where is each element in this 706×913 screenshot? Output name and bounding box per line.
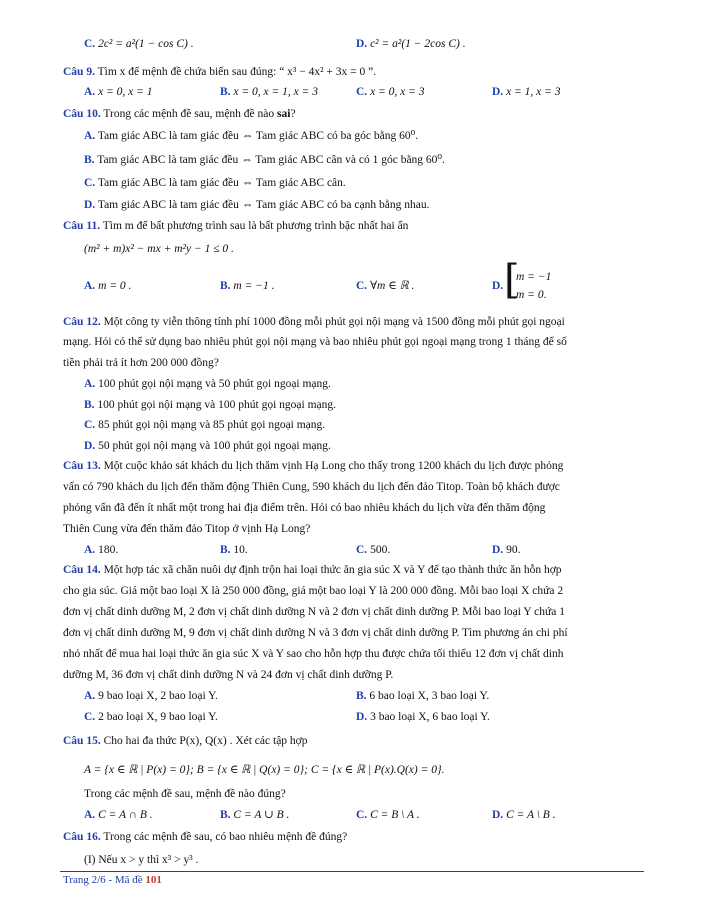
option-a: A. x = 0, x = 1 — [84, 86, 153, 98]
option-c: C. 85 phút gọi nội mạng và 85 phút gọi ngoại mạng. — [84, 419, 326, 431]
option-b: B. Tam giác ABC là tam giác đều ⇔ Tam giác ABC cân và có 1 góc bằng 60⁰. — [84, 154, 445, 166]
option-c: C. C = B \ A . — [356, 809, 420, 821]
statement-1: (I) Nếu x > y thì x³ > y³ . — [84, 854, 199, 866]
question-9: Câu 9. Tìm x để mệnh đề chứa biến sau đúng: “ x³ − 4x² + 3x = 0 ”. — [63, 66, 377, 78]
option-d: D. 90. — [492, 544, 521, 556]
option-a: A. C = A ∩ B . — [84, 809, 153, 821]
option-c: C. 500. — [356, 544, 391, 556]
option-d-line1: m = −1 — [516, 271, 552, 283]
option-d: D. c² = a²(1 − 2cos C) . — [356, 38, 466, 50]
question-14: Câu 14. Một hợp tác xã chăn nuôi dự định trộn hai loại thức ăn gia súc X và Y để tạo thành thức ăn hỗn hợp — [63, 564, 562, 576]
question-12-line: mạng. Hỏi có thể sử dụng bao nhiêu phút gọi nội mạng và bao nhiêu phút gọi ngoại mạng trong 1 tháng để số — [63, 336, 567, 348]
option-b: B. 6 bao loại X, 3 bao loại Y. — [356, 690, 490, 702]
question-12: Câu 12. Một công ty viễn thông tính phí 1000 đồng mỗi phút gọi nội mạng và 1500 đồng mỗi phút gọi ngoại — [63, 316, 565, 328]
question-13-line: phỏng vấn đã đến ít nhất một trong hai địa điểm trên. Hỏi có bao nhiêu khách du lịch vừa đến thăm động — [63, 502, 546, 514]
option-a: A. Tam giác ABC là tam giác đều ⇔ Tam giác ABC có ba góc bằng 60⁰. — [84, 130, 419, 142]
option-a: A. 100 phút gọi nội mạng và 50 phút gọi ngoại mạng. — [84, 378, 331, 390]
option-c: C. 2c² = a²(1 − cos C) . — [84, 38, 194, 50]
option-c: C. ∀m ∈ ℝ . — [356, 280, 415, 292]
question-14-line: đơn vị chất dinh dưỡng M, 9 đơn vị chất dinh dưỡng N và 3 đơn vị chất dinh dưỡng P. Tìm phương án chi phí — [63, 627, 568, 639]
question-15-sub: Trong các mệnh đề sau, mệnh đề nào đúng? — [84, 788, 286, 800]
question-14-line: nhỏ nhất để mua hai loại thức ăn gia súc X và Y sao cho hỗn hợp thu được chứa tối thiểu 12 đơn vị chất dinh — [63, 648, 564, 660]
question-14-line: đơn vị chất dinh dưỡng M, 2 đơn vị chất dinh dưỡng N và 2 đơn vị chất dinh dưỡng P. Mỗi bao loại Y chứa 1 — [63, 606, 565, 618]
option-c: C. x = 0, x = 3 — [356, 86, 425, 98]
option-d-line2: m = 0. — [516, 289, 547, 301]
option-b: B. 10. — [220, 544, 248, 556]
question-13-line: vấn có 790 khách du lịch đến thăm động Thiên Cung, 590 khách du lịch đến đảo Titop. Toàn bộ khách được — [63, 481, 560, 493]
option-d: D. 3 bao loại X, 6 bao loại Y. — [356, 711, 490, 723]
page-footer: Trang 2/6 - Mã đề 101 — [63, 874, 162, 886]
question-11: Câu 11. Tìm m để bất phương trình sau là bất phương trình bậc nhất hai ẩn — [63, 220, 409, 232]
option-d: D. x = 1, x = 3 — [492, 86, 561, 98]
option-b: B. x = 0, x = 1, x = 3 — [220, 86, 319, 98]
option-d: D. C = A \ B . — [492, 809, 556, 821]
question-15: Câu 15. Cho hai đa thức P(x), Q(x) . Xét các tập hợp — [63, 735, 308, 747]
question-16: Câu 16. Trong các mệnh đề sau, có bao nhiêu mệnh đề đúng? — [63, 831, 348, 843]
option-a: A. 180. — [84, 544, 119, 556]
sets-definition: A = {x ∈ ℝ | P(x) = 0}; B = {x ∈ ℝ | Q(x) = 0}; C = {x ∈ ℝ | P(x).Q(x) = 0}. — [84, 764, 445, 776]
formula: (m² + m)x² − mx + m²y − 1 ≤ 0 . — [84, 243, 234, 255]
bracket-icon: [ — [504, 257, 520, 303]
option-a: A. m = 0 . — [84, 280, 132, 292]
footer-divider — [60, 871, 644, 872]
option-c: C. 2 bao loại X, 9 bao loại Y. — [84, 711, 218, 723]
question-14-line: cho gia súc. Giá một bao loại X là 250 000 đồng, giá một bao loại Y là 200 000 đồng. Mỗi bao loại X chứa 2 — [63, 585, 564, 597]
option-b: B. 100 phút gọi nội mạng và 100 phút gọi ngoại mạng. — [84, 399, 337, 411]
option-d: D. 50 phút gọi nội mạng và 100 phút gọi ngoại mạng. — [84, 440, 331, 452]
option-d: D. Tam giác ABC là tam giác đều ⇔ Tam giác ABC có ba cạnh bằng nhau. — [84, 199, 430, 211]
question-13: Câu 13. Một cuộc khảo sát khách du lịch thăm vịnh Hạ Long cho thấy trong 1200 khách du lịch được phỏng — [63, 460, 564, 472]
option-b: B. C = A ∪ B . — [220, 809, 290, 821]
question-12-line: tiền phải trả ít hơn 200 000 đồng? — [63, 357, 219, 369]
option-d-label: D. — [492, 280, 504, 292]
option-c: C. Tam giác ABC là tam giác đều ⇔ Tam giác ABC cân. — [84, 177, 346, 189]
option-a: A. 9 bao loại X, 2 bao loại Y. — [84, 690, 218, 702]
question-10: Câu 10. Trong các mệnh đề sau, mệnh đề nào sai? — [63, 108, 296, 120]
option-b: B. m = −1 . — [220, 280, 275, 292]
question-14-line: dưỡng M, 36 đơn vị chất dinh dưỡng N và 24 đơn vị chất dinh dưỡng P. — [63, 669, 394, 681]
question-13-line: Thiên Cung vừa đến thăm đảo Titop ở vịnh Hạ Long? — [63, 523, 311, 535]
